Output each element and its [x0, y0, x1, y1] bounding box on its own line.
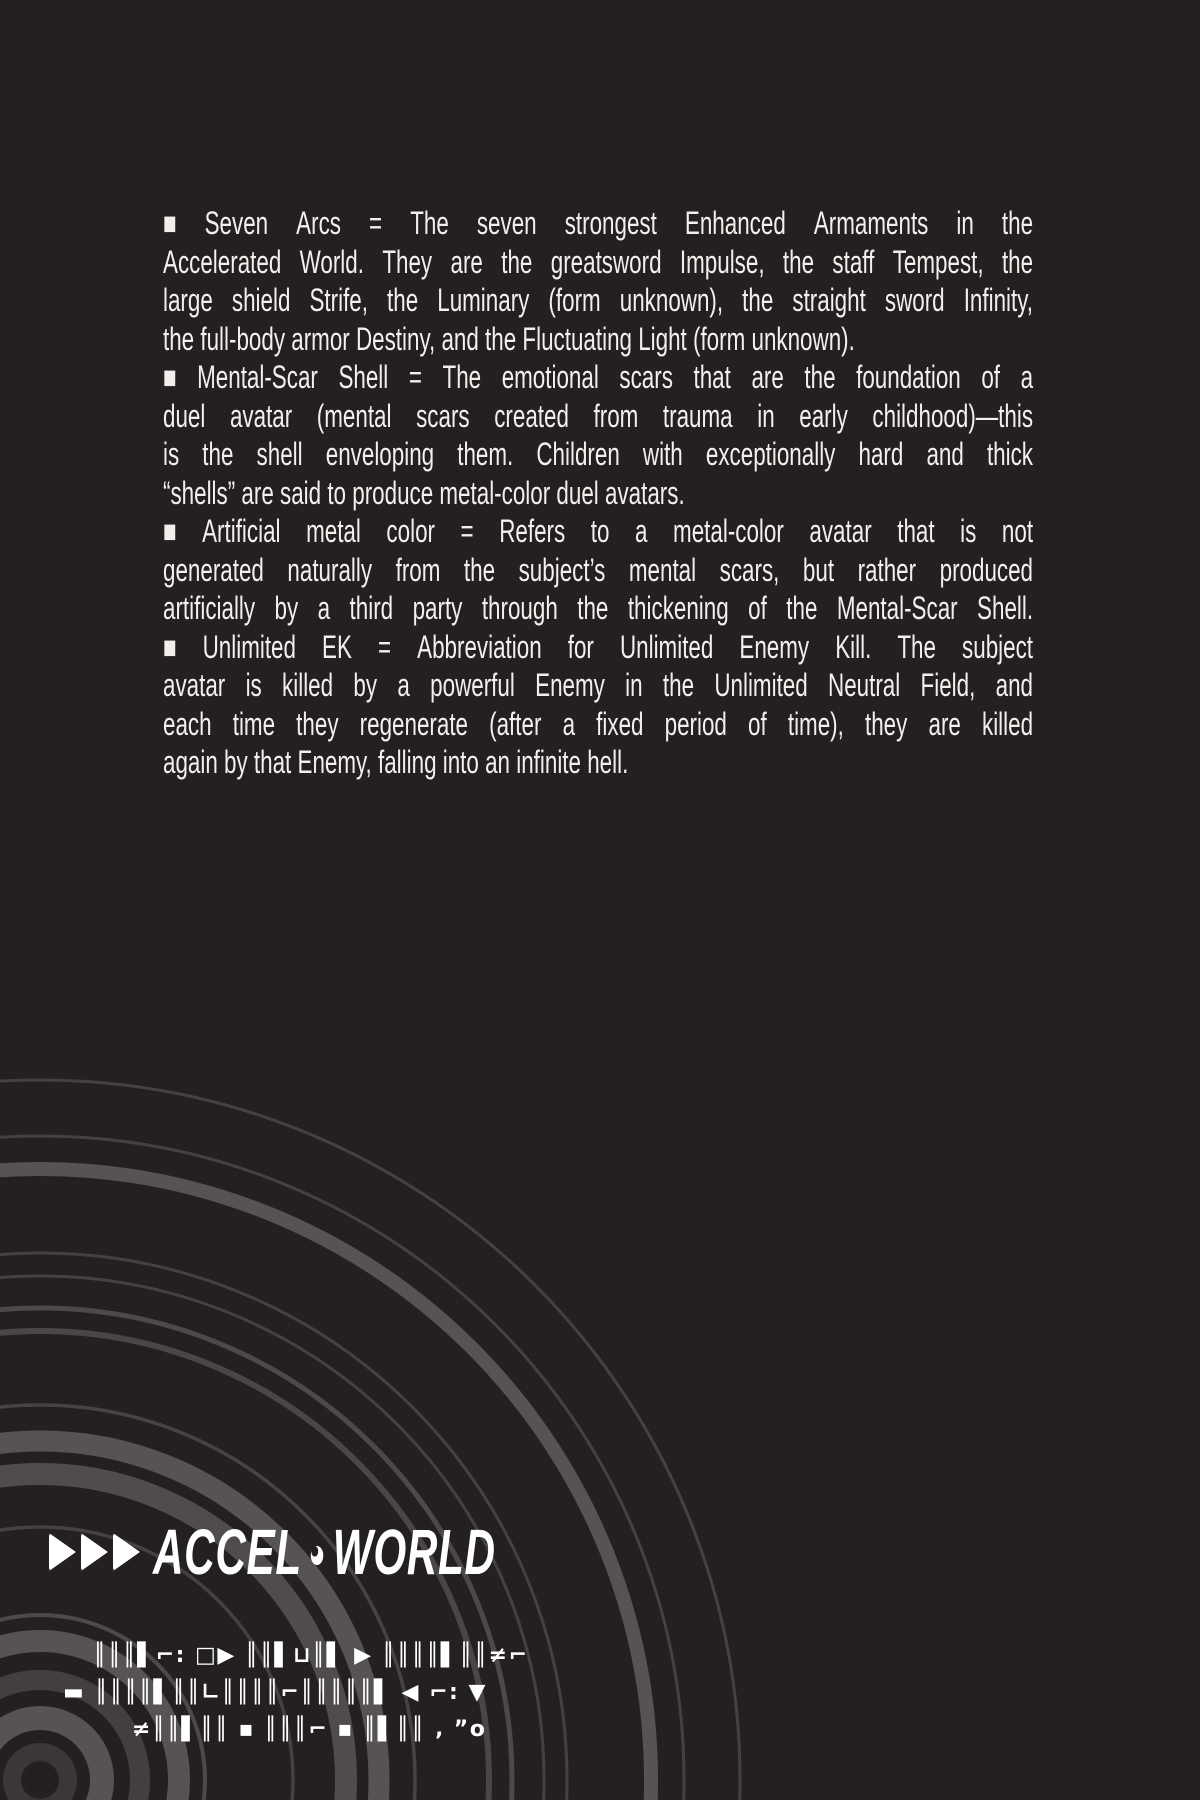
word: regenerate [359, 705, 469, 742]
word: killed [982, 705, 1034, 742]
word: Arcs [296, 205, 341, 241]
glossary-line [163, 705, 1033, 744]
word: fixed [596, 705, 644, 742]
bullet-square: ■ [163, 205, 177, 241]
logo-accel: ACCEL [153, 1516, 302, 1588]
word: in [956, 205, 974, 241]
word: scars [416, 397, 470, 434]
word: Unlimited [619, 628, 714, 665]
word: = [369, 205, 383, 241]
word: Mental-Scar [197, 359, 318, 395]
word: are [751, 359, 784, 395]
glossary-line: “shells” are said to produce metal-color duel avatars. [163, 474, 685, 511]
word: is [245, 667, 262, 703]
word: EK [322, 628, 352, 665]
word: but [802, 551, 835, 588]
word: World. [299, 243, 364, 280]
word: metal-color [673, 513, 784, 549]
word: each [163, 705, 212, 742]
word: shell [256, 436, 303, 472]
word: greatsword [550, 243, 662, 280]
logo-dot-icon [311, 1546, 324, 1565]
glossary-line [163, 358, 1033, 397]
word: thickening [627, 590, 729, 626]
word: of [981, 359, 1001, 395]
word: to [590, 513, 610, 549]
word: in [757, 397, 775, 434]
word: Shell. [977, 590, 1034, 626]
word: subject [962, 628, 1034, 665]
word: sword [884, 282, 945, 318]
word: the [387, 282, 419, 318]
logo-text [153, 1515, 496, 1589]
word: produced [939, 551, 1034, 588]
cipher-text-line: ║║║▌⌐: □▶ ║║▌⊔║▌ ▶ ║║║║▌║║≠⌐ [93, 1643, 529, 1668]
ring [0, 1441, 379, 1800]
word: not [1001, 513, 1034, 549]
word: the [1001, 243, 1034, 280]
word: enveloping [325, 436, 435, 472]
word: with [642, 436, 683, 472]
play-triangle-icon [81, 1533, 108, 1571]
word: powerful [430, 667, 515, 703]
word: the [782, 243, 815, 280]
word: through [481, 590, 558, 626]
word: Kill. [835, 628, 872, 665]
word: = [408, 359, 422, 395]
word: shield [231, 282, 291, 318]
word: Infinity, [963, 282, 1034, 318]
word: thick [986, 436, 1034, 472]
word: the [662, 667, 695, 703]
word: created [494, 397, 569, 434]
bullet-square: ■ [163, 513, 177, 549]
glossary-line [163, 589, 1033, 628]
word: duel [163, 397, 206, 434]
accel-world-logo [49, 1516, 672, 1588]
word: avatar [229, 397, 293, 434]
word: Refers [499, 513, 566, 549]
word: generated [163, 551, 264, 588]
word: The [897, 628, 936, 665]
word: the [804, 359, 836, 395]
word: are [928, 705, 961, 742]
glossary-line [163, 281, 1033, 320]
word: the [577, 590, 609, 626]
word: = [460, 513, 474, 549]
word: emotional [501, 359, 599, 395]
word: Neutral [828, 667, 901, 703]
word: Shell [338, 359, 389, 395]
word: (after [489, 705, 542, 742]
word: seven [476, 205, 537, 241]
glossary-line [163, 243, 1033, 282]
play-triangle-icon [113, 1533, 140, 1571]
glossary-line [163, 666, 1033, 705]
word: Impulse, [679, 243, 765, 280]
word: Seven [204, 205, 269, 241]
glossary-line [163, 628, 1033, 667]
word: straight [792, 282, 866, 318]
glossary-line: again by that Enemy, falling into an infinite hell. [163, 744, 629, 780]
word: is [163, 436, 180, 472]
play-triangles-icon [49, 1533, 145, 1571]
word: they [865, 705, 908, 742]
word: exceptionally [705, 436, 836, 472]
word: early [799, 397, 848, 434]
word: party [412, 590, 463, 626]
word: rather [857, 551, 917, 588]
word: trauma [662, 397, 733, 434]
word: from [593, 397, 639, 434]
cipher-text-line: ▬ ║║║║▌║║∟║║║║⌐║║║║║▌ ◀ ⌐: ▼ [63, 1680, 487, 1705]
word: avatar [809, 513, 872, 549]
word: hard [858, 436, 904, 472]
word: scars, [719, 551, 780, 588]
word: by [274, 590, 299, 626]
word: a [635, 513, 648, 549]
word: that [693, 359, 731, 395]
word: the [202, 436, 234, 472]
word: childhood)—this [872, 397, 1034, 434]
word: a [317, 590, 331, 626]
word: Accelerated [163, 243, 282, 280]
word: Strife, [309, 282, 368, 318]
bullet-square: ■ [163, 628, 177, 665]
glossary-line [163, 512, 1033, 551]
word: They [382, 243, 433, 280]
word: The [410, 205, 449, 241]
word: is [960, 513, 977, 549]
word: killed [282, 667, 334, 703]
word: scars [619, 359, 673, 395]
logo-world: WORLD [332, 1516, 496, 1588]
word: unknown), [619, 282, 724, 318]
glossary-line [163, 204, 1033, 243]
word: from [395, 551, 441, 588]
word: period [664, 705, 727, 742]
word: time), [787, 705, 844, 742]
word: Enemy [739, 628, 810, 665]
word: them. [457, 436, 514, 472]
word: artificially [163, 590, 256, 626]
word: Luminary [437, 282, 530, 318]
word: third [349, 590, 394, 626]
word: (form [548, 282, 601, 318]
play-triangle-icon [49, 1533, 76, 1571]
word: large [163, 282, 213, 318]
word: Children [536, 436, 620, 472]
word: strongest [564, 205, 657, 241]
word: foundation [856, 359, 961, 395]
word: Unlimited [202, 628, 296, 665]
word: a [397, 667, 410, 703]
word: Enhanced [684, 205, 786, 241]
word: staff [832, 243, 875, 280]
word: color [386, 513, 435, 549]
glossary-line [163, 397, 1033, 436]
word: Unlimited [714, 667, 808, 703]
word: the [463, 551, 496, 588]
glossary-line [163, 435, 1033, 474]
word: (mental [316, 397, 392, 434]
glossary-line: the full-body armor Destiny, and the Fluctuating Light (form unknown). [163, 320, 855, 357]
word: = [377, 628, 392, 665]
word: The [442, 359, 482, 395]
word: subject’s [518, 551, 606, 588]
word: Enemy [535, 667, 605, 703]
word: metal [306, 513, 361, 549]
word: time [232, 705, 276, 742]
word: in [625, 667, 643, 703]
word: are [450, 243, 483, 280]
word: a [562, 705, 576, 742]
word: and [995, 667, 1034, 703]
bullet-square: ■ [163, 359, 177, 395]
word: Tempest, [892, 243, 984, 280]
cipher-text-line: ≠║║▌║║ ▪ ║║║⌐ ▪ ║▌║║ ‚ ”o [132, 1717, 487, 1742]
word: they [296, 705, 339, 742]
word: the [786, 590, 818, 626]
glossary-text-block [163, 204, 1033, 782]
word: Armaments [813, 205, 929, 241]
glossary-line [163, 551, 1033, 590]
word: for [567, 628, 594, 665]
word: the [742, 282, 774, 318]
word: by [353, 667, 378, 703]
word: Field, [920, 667, 976, 703]
word: a [1020, 359, 1034, 395]
word: and [926, 436, 964, 472]
word: the [501, 243, 533, 280]
word: Abbreviation [417, 628, 542, 665]
word: of [748, 705, 767, 742]
ring [12, 1752, 68, 1800]
word: Artificial [202, 513, 281, 549]
word: naturally [287, 551, 373, 588]
word: of [748, 590, 767, 626]
word: the [1001, 205, 1034, 241]
word: that [897, 513, 935, 549]
word: mental [628, 551, 697, 588]
word: avatar [163, 667, 226, 703]
word: Mental-Scar [836, 590, 958, 626]
